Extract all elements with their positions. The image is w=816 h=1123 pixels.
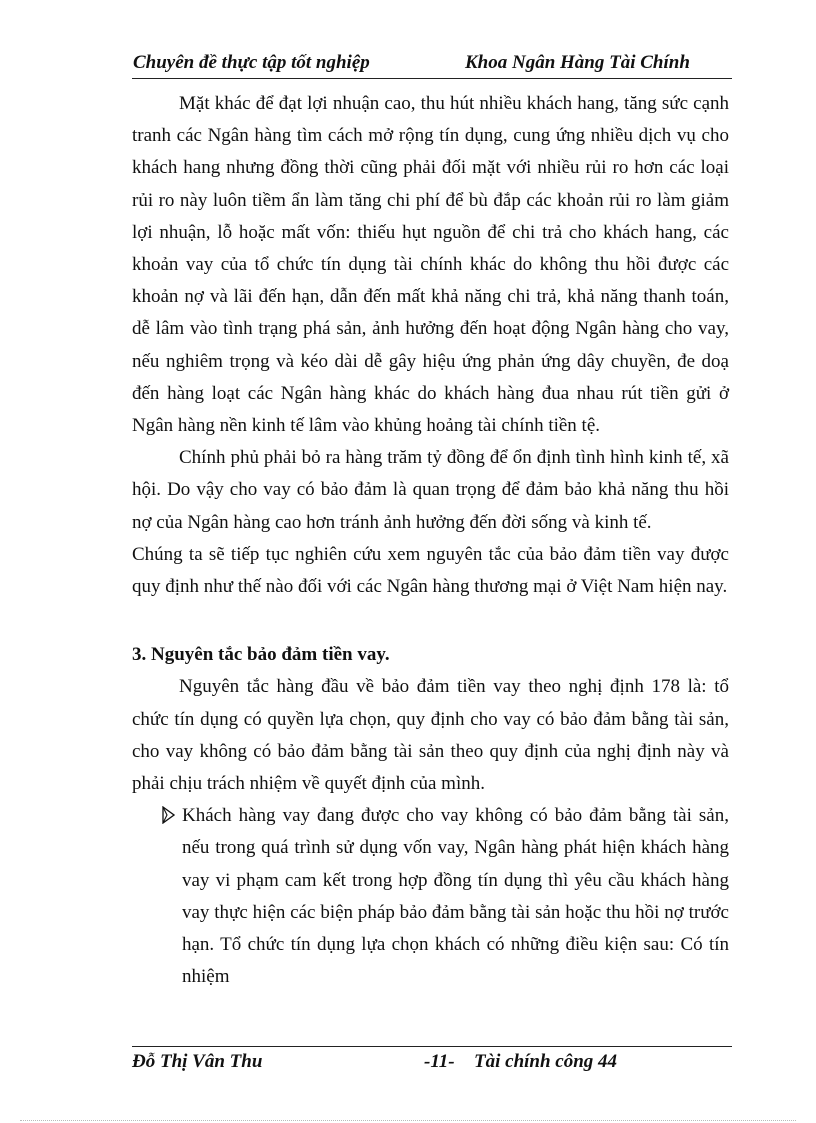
header-right-title: Khoa Ngân Hàng Tài Chính (465, 52, 690, 73)
arrowhead-bullet-icon (162, 806, 175, 824)
paragraph-2: Chính phủ phải bỏ ra hàng trăm tỷ đồng để ổn định tình hình kinh tế, xã hội. Do vậy cho vay có bảo đảm là quan trọng để đảm bảo khả năng thu hồi nợ của Ngân hàng cao hơn tránh ảnh hưởng đến đời sống và kinh tế. (132, 447, 729, 533)
paragraph-3: Chúng ta sẽ tiếp tục nghiên cứu xem nguyên tắc của bảo đảm tiền vay được quy định như thế nào đối với các Ngân hàng thương mại ở Việt Nam hiện nay. (132, 543, 729, 598)
footer-class-name: Tài chính công 44 (474, 1051, 618, 1072)
page-body (132, 88, 729, 993)
paragraph-4: Nguyên tắc hàng đầu về bảo đảm tiền vay theo nghị định 178 là: tổ chức tín dụng có quyền lựa chọn, quy định cho vay có bảo đảm bằng tài sản, cho vay không có bảo đảm bằng tài sản theo quy định của nghị định này và phải chịu trách nhiệm về quyết định của mình. (132, 676, 729, 795)
page-header (132, 50, 732, 79)
bullet-item (132, 800, 729, 993)
bullet-text: Khách hàng vay đang được cho vay không có bảo đảm bằng tài sản, nếu trong quá trình sử dụng vốn vay, Ngân hàng phát hiện khách hàng vay vi phạm cam kết trong hợp đồng tín dụng thì yêu cầu khách hàng vay thực hiện các biện pháp bảo đảm bằng tài sản hoặc thu hồi nợ trước hạn. Tổ chức tín dụng lựa chọn khách có những điều kiện sau: Có tín nhiệm (182, 805, 729, 988)
header-left-title: Chuyên đề thực tập tốt nghiệp (133, 52, 370, 73)
footer-author: Đỗ Thị Vân Thu (132, 1051, 263, 1072)
page-edge-divider (20, 1120, 796, 1121)
footer-page-number: -11- (424, 1051, 455, 1072)
page-footer (132, 1046, 732, 1072)
section-heading: 3. Nguyên tắc bảo đảm tiền vay. (132, 644, 390, 666)
paragraph-1: Mặt khác để đạt lợi nhuận cao, thu hút nhiều khách hang, tăng sức cạnh tranh các Ngân hàng tìm cách mở rộng tín dụng, cung ứng nhiều dịch vụ cho khách hang nhưng đồng thời cũng phải đối mặt với nhiều rủi ro hơn các loại rủi ro này luôn tiềm ẩn làm tăng chi phí để bù đắp các khoản rủi ro làm giảm lợi nhuận, lỗ hoặc mất vốn: thiếu hụt nguồn để chi trả cho khách hang, các khoản vay của tổ chức tín dụng tài chính khác do không thu hồi được các khoản nợ và lãi đến hạn, dẫn đến mất khả năng chi trả, khả năng thanh toán, dễ lâm vào tình trạng phá sản, ảnh hưởng đến hoạt động Ngân hàng cho vay, nếu nghiêm trọng và kéo dài dễ gây hiệu ứng phản ứng dây chuyền, đe doạ đến hàng loạt các Ngân hàng khác do khách hàng đua nhau rút tiền gửi ở Ngân hàng nền kinh tế lâm vào khủng hoảng tài chính tiền tệ. (132, 93, 729, 437)
